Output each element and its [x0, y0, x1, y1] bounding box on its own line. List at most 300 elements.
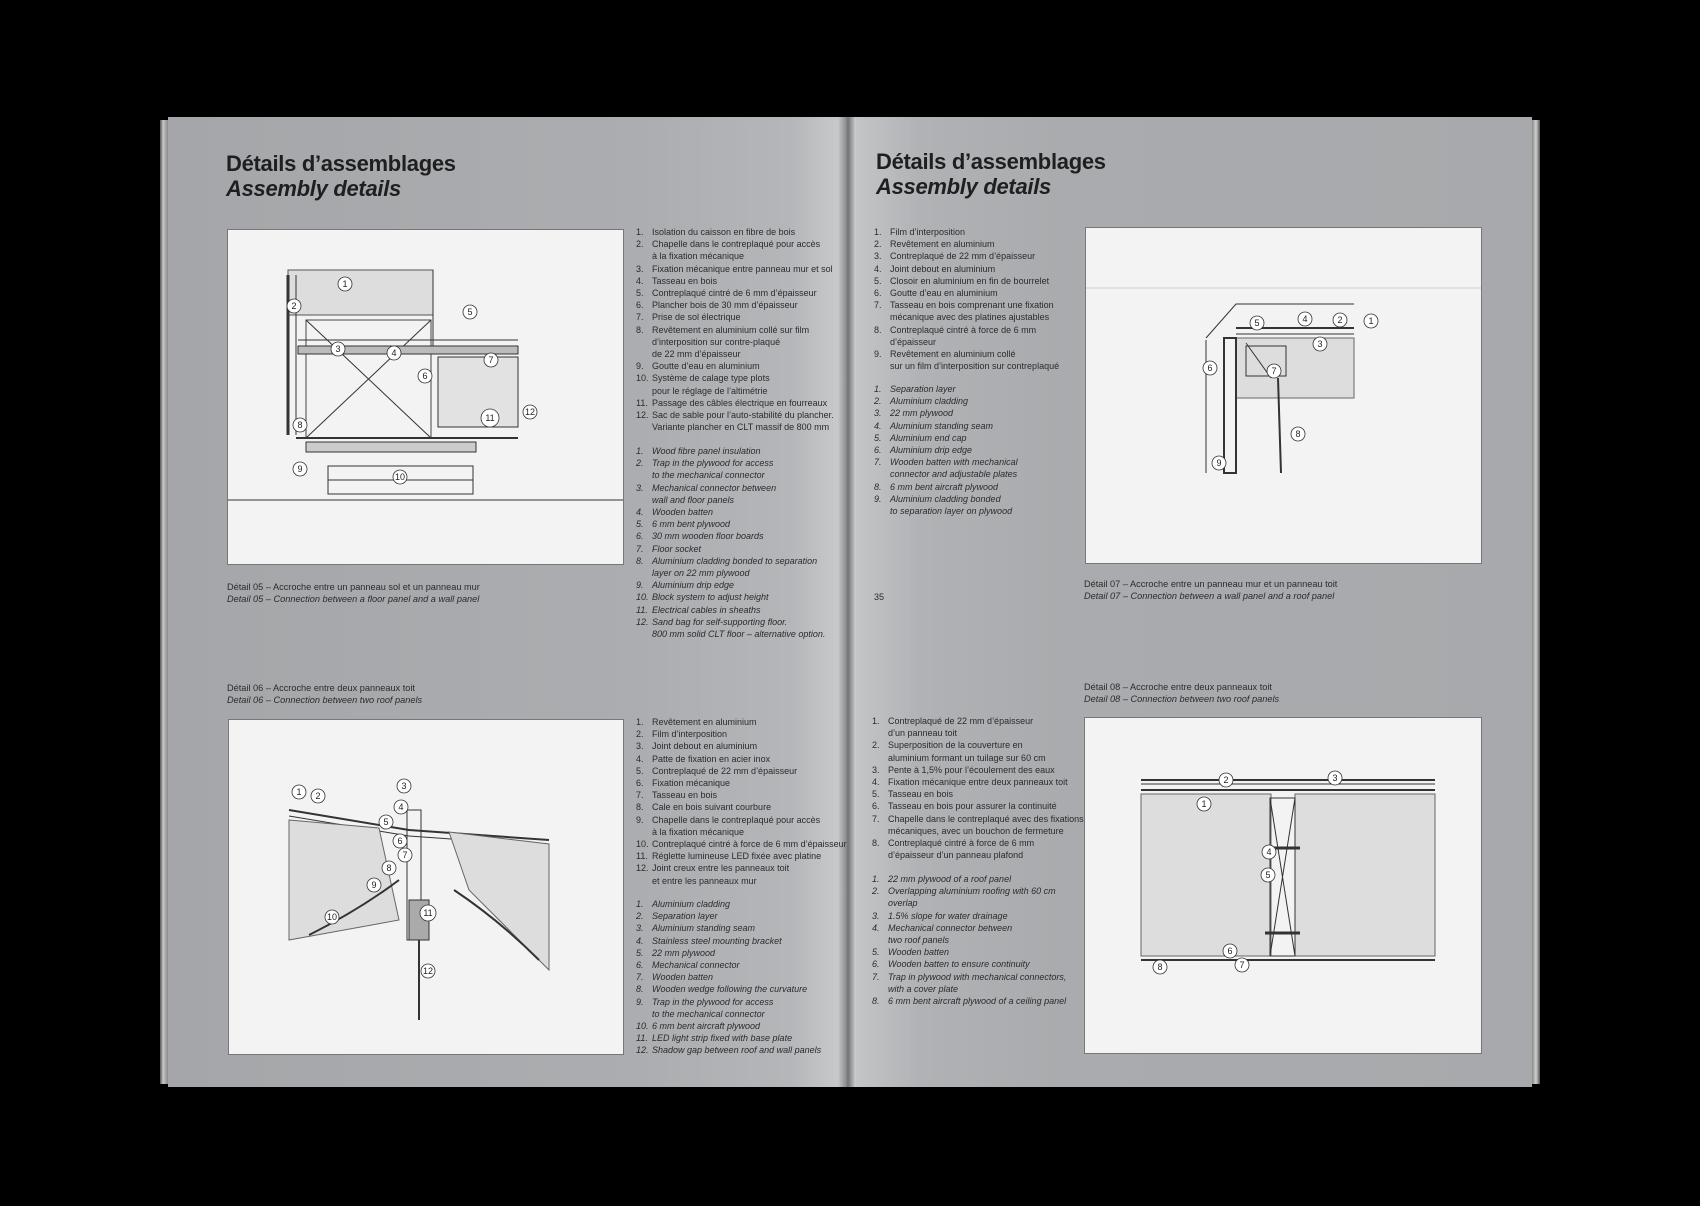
marker: 10 — [326, 912, 338, 922]
legend-text: connector and adjustable plates — [890, 469, 1018, 480]
marker: 3 — [401, 781, 407, 791]
legend-number: 3. — [872, 910, 880, 921]
legend-item — [872, 764, 1084, 776]
legend-text: Pente à 1,5% pour l’écoulement des eaux — [888, 764, 1055, 775]
legend-number: 2. — [872, 886, 880, 897]
legend-item — [874, 324, 1059, 336]
legend-number — [874, 311, 890, 323]
legend-item — [636, 1008, 821, 1020]
detail-05-drawing — [227, 229, 624, 565]
legend-number: 5. — [636, 947, 644, 958]
legend-number: 9. — [874, 493, 882, 504]
legend-number — [872, 934, 888, 946]
legend-item — [874, 456, 1018, 468]
legend-item — [874, 444, 1018, 456]
legend-number: 5. — [872, 789, 880, 800]
caption-fr: Détail 06 – Accroche entre deux panneaux toit — [227, 683, 415, 693]
legend-item — [636, 275, 834, 287]
legend-text: Patte de fixation en acier inox — [652, 753, 771, 764]
book-edge-right — [1532, 120, 1540, 1084]
legend-text: Contreplaqué cintré à force de 6 mm — [888, 838, 1035, 849]
legend-text: Goutte d’eau en aluminium — [890, 288, 998, 299]
legend-number: 11. — [636, 851, 648, 862]
detail-05-legend-en — [636, 445, 825, 640]
legend-item — [636, 397, 834, 409]
marker: 4 — [1266, 847, 1272, 857]
legend-number — [872, 752, 888, 764]
legend-number — [636, 826, 652, 838]
legend-text: aluminium formant un tuilage sur 60 cm — [888, 752, 1046, 763]
legend-number: 4. — [874, 420, 882, 431]
legend-number — [872, 825, 888, 837]
legend-text: Contreplaqué de 22 mm d’épaisseur — [888, 716, 1034, 726]
legend-item — [872, 825, 1084, 837]
legend-item — [636, 716, 847, 728]
legend-number: 12. — [636, 863, 649, 874]
legend-item — [636, 838, 847, 850]
legend-text: Tasseau en bois — [888, 789, 954, 800]
legend-text: Contreplaqué de 22 mm d’épaisseur — [652, 765, 798, 776]
legend-item — [636, 287, 834, 299]
legend-text: LED light strip fixed with base plate — [652, 1033, 793, 1044]
legend-item — [636, 801, 847, 813]
legend-text: Contreplaqué de 22 mm d’épaisseur — [890, 251, 1036, 262]
legend-text: layer on 22 mm plywood — [652, 568, 750, 579]
marker: 7 — [1239, 960, 1245, 970]
legend-text: Système de calage type plots — [652, 373, 770, 384]
legend-item — [872, 715, 1084, 727]
legend-number: 9. — [636, 814, 644, 825]
legend-item — [874, 468, 1018, 480]
legend-text: Trap in the plywood for access — [652, 996, 774, 1007]
detail-05-svg — [228, 230, 623, 564]
book-spine — [838, 117, 856, 1087]
legend-number — [636, 567, 652, 579]
legend-number: 7. — [872, 813, 880, 824]
legend-text: Tasseau en bois comprenant une fixation — [890, 300, 1054, 311]
legend-item — [636, 336, 834, 348]
legend-text: sur un film d’interposition sur contreplaqué — [890, 361, 1060, 372]
legend-number: 8. — [874, 324, 882, 335]
legend-item — [636, 959, 821, 971]
legend-number: 9. — [636, 996, 644, 1007]
marker: 4 — [391, 348, 397, 358]
legend-number — [636, 1008, 652, 1020]
legend-item — [636, 971, 821, 983]
legend-text: Chapelle dans le contreplaqué pour accès — [652, 239, 821, 250]
legend-item — [874, 311, 1059, 323]
legend-item — [636, 445, 825, 457]
legend-text: Mechanical connector between — [652, 482, 777, 493]
legend-number — [636, 336, 652, 348]
legend-number: 7. — [636, 312, 644, 323]
legend-item — [636, 348, 834, 360]
legend-text: Wood fibre panel insulation — [652, 446, 761, 456]
marker: 5 — [1254, 318, 1260, 328]
legend-item — [636, 777, 847, 789]
legend-item — [872, 849, 1084, 861]
legend-number: 1. — [872, 716, 880, 726]
legend-number: 3. — [636, 263, 644, 274]
legend-text: 22 mm plywood — [890, 408, 954, 419]
legend-item — [874, 250, 1059, 262]
legend-text: Floor socket — [652, 543, 702, 554]
caption-en: Detail 05 – Connection between a floor panel and a wall panel — [227, 594, 480, 604]
marker: 6 — [422, 371, 428, 381]
legend-number: 3. — [636, 923, 644, 934]
marker: 4 — [1302, 314, 1308, 324]
legend-item — [636, 826, 847, 838]
marker: 2 — [291, 301, 297, 311]
legend-number: 5. — [872, 947, 880, 958]
legend-number: 8. — [874, 481, 882, 492]
legend-item — [636, 862, 847, 874]
legend-number: 6. — [872, 801, 880, 812]
legend-item — [636, 604, 825, 616]
page-number: 35 — [874, 592, 885, 602]
legend-item — [874, 407, 1018, 419]
legend-text: Joint debout en aluminium — [652, 741, 758, 752]
legend-text: Joint debout en aluminium — [890, 263, 996, 274]
legend-number: 9. — [636, 361, 644, 372]
legend-number: 8. — [636, 984, 644, 995]
legend-item — [636, 372, 834, 384]
legend-number: 6. — [636, 531, 644, 542]
legend-number: 5. — [636, 519, 644, 530]
legend-text: Block system to adjust height — [652, 592, 769, 603]
detail-08-caption — [1084, 681, 1279, 705]
legend-text: Chapelle dans le contreplaqué avec des fixations — [888, 813, 1084, 824]
legend-text: Shadow gap between roof and wall panels — [652, 1045, 822, 1056]
legend-text: Passage des câbles électrique en fourreaux — [652, 397, 828, 408]
marker: 11 — [485, 413, 495, 423]
legend-item — [636, 226, 834, 238]
legend-item — [636, 850, 847, 862]
legend-text: Wooden batten — [652, 507, 714, 518]
legend-item — [872, 922, 1066, 934]
legend-number: 3. — [874, 408, 882, 419]
legend-number: 7. — [636, 790, 644, 801]
legend-item — [874, 348, 1059, 360]
legend-text: Tasseau en bois — [652, 790, 718, 801]
legend-item — [872, 873, 1066, 885]
marker: 3 — [335, 344, 341, 354]
legend-text: Trap in the plywood for access — [652, 458, 774, 469]
marker: 12 — [524, 407, 536, 417]
legend-number: 6. — [636, 300, 644, 311]
legend-text: et entre les panneaux mur — [652, 875, 757, 886]
legend-number: 5. — [874, 432, 882, 443]
legend-number: 8. — [636, 802, 644, 813]
legend-text: à la fixation mécanique — [652, 251, 745, 262]
legend-item — [872, 934, 1066, 946]
legend-text: wall and floor panels — [652, 494, 735, 505]
detail-06-caption — [227, 682, 422, 706]
legend-number: 4. — [872, 777, 880, 788]
legend-item — [636, 567, 825, 579]
legend-number: 5. — [874, 275, 882, 286]
detail-06-svg — [229, 720, 623, 1054]
detail-08-drawing — [1084, 717, 1482, 1054]
legend-text: with a cover plate — [888, 983, 959, 994]
legend-item — [636, 518, 825, 530]
legend-text: Mechanical connector between — [888, 922, 1013, 933]
legend-number: 8. — [636, 555, 644, 566]
marker: 8 — [386, 863, 392, 873]
legend-text: 6 mm bent aircraft plywood — [890, 481, 999, 492]
legend-text: d’épaisseur d’un panneau plafond — [888, 850, 1024, 861]
legend-text: Sac de sable pour l’auto-stabilité du plancher. — [652, 410, 834, 421]
legend-number: 1. — [636, 717, 644, 727]
legend-number — [874, 336, 890, 348]
marker: 1 — [1368, 316, 1374, 326]
legend-number — [872, 983, 888, 995]
legend-text: d’épaisseur — [890, 336, 937, 347]
legend-text: Aluminium cladding — [890, 396, 969, 407]
caption-fr: Détail 05 – Accroche entre un panneau sol et un panneau mur — [227, 582, 480, 592]
legend-number: 1. — [874, 384, 882, 394]
legend-number: 11. — [636, 604, 648, 615]
detail-08-legend-en — [872, 873, 1066, 1007]
legend-text: Aluminium cladding bonded — [890, 493, 1001, 504]
marker: 1 — [1201, 799, 1207, 809]
legend-text: Fixation mécanique — [652, 778, 731, 789]
legend-item — [874, 263, 1059, 275]
caption-en: Detail 07 – Connection between a wall panel and a roof panel — [1084, 591, 1335, 601]
legend-text: to the mechanical connector — [652, 1008, 765, 1019]
legend-number — [636, 469, 652, 481]
marker: 12 — [422, 966, 434, 976]
legend-item — [636, 482, 825, 494]
legend-text: Mechanical connector — [652, 960, 740, 971]
marker: 9 — [371, 880, 377, 890]
legend-item — [636, 299, 834, 311]
legend-item — [874, 383, 1018, 395]
legend-item — [872, 897, 1066, 909]
legend-text: Plancher bois de 30 mm d’épaisseur — [652, 300, 798, 311]
legend-text: 6 mm bent aircraft plywood of a ceiling panel — [888, 996, 1067, 1007]
legend-number: 6. — [636, 960, 644, 971]
marker: 8 — [1157, 962, 1163, 972]
legend-item — [636, 814, 847, 826]
marker: 8 — [297, 420, 303, 430]
legend-text: Tasseau en bois pour assurer la continuité — [888, 801, 1057, 812]
legend-number — [874, 505, 890, 517]
title-en: Assembly details — [226, 176, 401, 201]
title-en: Assembly details — [876, 174, 1051, 199]
legend-text: mécaniques, avec un bouchon de fermeture — [888, 825, 1064, 836]
legend-item — [874, 299, 1059, 311]
legend-item — [872, 800, 1084, 812]
legend-number — [636, 421, 652, 433]
legend-text: Aluminium standing seam — [890, 420, 994, 431]
legend-number: 5. — [636, 288, 644, 299]
legend-text: Cale en bois suivant courbure — [652, 802, 772, 813]
title-fr: Détails d’assemblages — [226, 151, 456, 176]
legend-text: d’un panneau toit — [888, 728, 958, 739]
legend-item — [636, 628, 825, 640]
legend-item — [636, 311, 834, 323]
legend-number — [636, 494, 652, 506]
detail-08-legend-fr — [872, 715, 1084, 861]
legend-number: 2. — [636, 911, 644, 922]
legend-number: 12. — [636, 410, 649, 421]
legend-text: Isolation du caisson en fibre de bois — [652, 227, 796, 237]
legend-text: Aluminium end cap — [890, 432, 967, 443]
legend-item — [636, 263, 834, 275]
legend-item — [636, 1044, 821, 1056]
detail-05-legend-fr — [636, 226, 834, 433]
legend-text: Fixation mécanique entre panneau mur et sol — [652, 263, 833, 274]
marker: 5 — [467, 307, 473, 317]
legend-text: to the mechanical connector — [652, 470, 765, 481]
book-edge-left — [160, 120, 168, 1084]
marker: 6 — [397, 836, 403, 846]
legend-number: 8. — [872, 838, 880, 849]
legend-item — [636, 996, 821, 1008]
legend-text: 22 mm plywood — [652, 947, 716, 958]
detail-07-legend-fr — [874, 226, 1059, 372]
legend-item — [636, 1020, 821, 1032]
legend-number: 12. — [636, 616, 649, 627]
legend-item — [874, 395, 1018, 407]
legend-text: Prise de sol électrique — [652, 312, 741, 323]
legend-text: Contreplaqué cintré de 6 mm d’épaisseur — [652, 288, 817, 299]
legend-number: 7. — [874, 457, 882, 468]
marker: 3 — [1317, 339, 1323, 349]
legend-item — [636, 250, 834, 262]
right-page-title — [876, 149, 1106, 199]
legend-text: 6 mm bent plywood — [652, 519, 731, 530]
legend-text: Sand bag for self-supporting floor. — [652, 616, 788, 627]
legend-item — [874, 493, 1018, 505]
legend-number: 4. — [636, 753, 644, 764]
legend-text: Aluminium standing seam — [652, 923, 756, 934]
legend-text: 6 mm bent aircraft plywood — [652, 1021, 761, 1032]
legend-text: to separation layer on plywood — [890, 506, 1013, 517]
legend-item — [636, 910, 821, 922]
legend-text: Wooden batten with mechanical — [890, 457, 1018, 468]
legend-item — [636, 591, 825, 603]
legend-number: 4. — [636, 507, 644, 518]
legend-number: 2. — [874, 239, 882, 250]
legend-number: 10. — [636, 373, 649, 384]
legend-text: Aluminium cladding — [652, 899, 731, 909]
marker: 7 — [1271, 366, 1277, 376]
legend-item — [636, 238, 834, 250]
legend-text: overlap — [888, 898, 918, 909]
legend-number — [874, 360, 890, 372]
marker: 2 — [315, 791, 321, 801]
legend-text: Réglette lumineuse LED fixée avec platine — [652, 851, 822, 862]
legend-item — [636, 506, 825, 518]
legend-number — [636, 250, 652, 262]
marker: 11 — [423, 908, 433, 918]
legend-number: 1. — [872, 874, 880, 884]
legend-item — [872, 946, 1066, 958]
caption-en: Detail 08 – Connection between two roof panels — [1084, 694, 1280, 704]
legend-item — [636, 494, 825, 506]
legend-item — [636, 421, 834, 433]
legend-item — [636, 324, 834, 336]
legend-number: 1. — [636, 227, 644, 237]
caption-fr: Détail 08 – Accroche entre deux panneaux toit — [1084, 682, 1272, 692]
legend-number: 4. — [636, 935, 644, 946]
legend-item — [874, 481, 1018, 493]
legend-item — [874, 420, 1018, 432]
detail-06-legend-fr — [636, 716, 847, 887]
legend-item — [872, 776, 1084, 788]
marker: 1 — [342, 279, 348, 289]
legend-text: Aluminium cladding bonded to separation — [652, 555, 818, 566]
legend-text: 30 mm wooden floor boards — [652, 531, 764, 542]
legend-number: 8. — [872, 996, 880, 1007]
detail-06-legend-en — [636, 898, 821, 1057]
marker: 8 — [1295, 429, 1301, 439]
legend-item — [636, 765, 847, 777]
legend-number: 7. — [636, 972, 644, 983]
legend-item — [636, 922, 821, 934]
legend-number: 6. — [874, 445, 882, 456]
legend-number: 5. — [636, 765, 644, 776]
legend-number: 2. — [636, 458, 644, 469]
legend-number: 11. — [636, 397, 648, 408]
legend-item — [636, 543, 825, 555]
legend-item — [636, 740, 847, 752]
legend-number: 7. — [872, 971, 880, 982]
legend-text: Joint creux entre les panneaux toit — [652, 863, 790, 874]
marker: 5 — [1265, 870, 1271, 880]
marker: 10 — [394, 472, 406, 482]
legend-item — [636, 983, 821, 995]
caption-fr: Détail 07 – Accroche entre un panneau mur et un panneau toit — [1084, 579, 1338, 589]
legend-text: Revêtement en aluminium — [652, 717, 757, 727]
legend-text: Film d’interposition — [652, 729, 728, 740]
marker: 2 — [1337, 315, 1343, 325]
legend-item — [636, 469, 825, 481]
legend-number — [636, 628, 652, 640]
legend-item — [872, 727, 1084, 739]
legend-item — [872, 983, 1066, 995]
legend-item — [874, 226, 1059, 238]
legend-item — [636, 555, 825, 567]
legend-number: 3. — [636, 482, 644, 493]
legend-item — [872, 813, 1084, 825]
legend-number: 8. — [636, 324, 644, 335]
legend-item — [874, 287, 1059, 299]
legend-text: Film d’interposition — [890, 227, 966, 237]
legend-number: 4. — [872, 922, 880, 933]
legend-number: 10. — [636, 1021, 649, 1032]
legend-number: 2. — [874, 396, 882, 407]
legend-item — [874, 505, 1018, 517]
legend-number: 1. — [636, 446, 644, 456]
legend-text: Wooden wedge following the curvature — [652, 984, 808, 995]
legend-text: Separation layer — [652, 911, 718, 922]
marker: 3 — [1332, 773, 1338, 783]
legend-text: Wooden batten — [888, 947, 950, 958]
legend-item — [636, 360, 834, 372]
legend-text: Overlapping aluminium roofing with 60 cm — [888, 886, 1056, 897]
legend-number: 10. — [636, 839, 649, 850]
marker: 4 — [398, 802, 404, 812]
legend-text: Aluminium drip edge — [890, 445, 973, 456]
title-fr: Détails d’assemblages — [876, 149, 1106, 174]
legend-number: 1. — [636, 899, 644, 909]
legend-number: 2. — [872, 740, 880, 751]
legend-text: Closoir en aluminium en fin de bourrelet — [890, 275, 1050, 286]
detail-07-svg — [1086, 228, 1481, 563]
